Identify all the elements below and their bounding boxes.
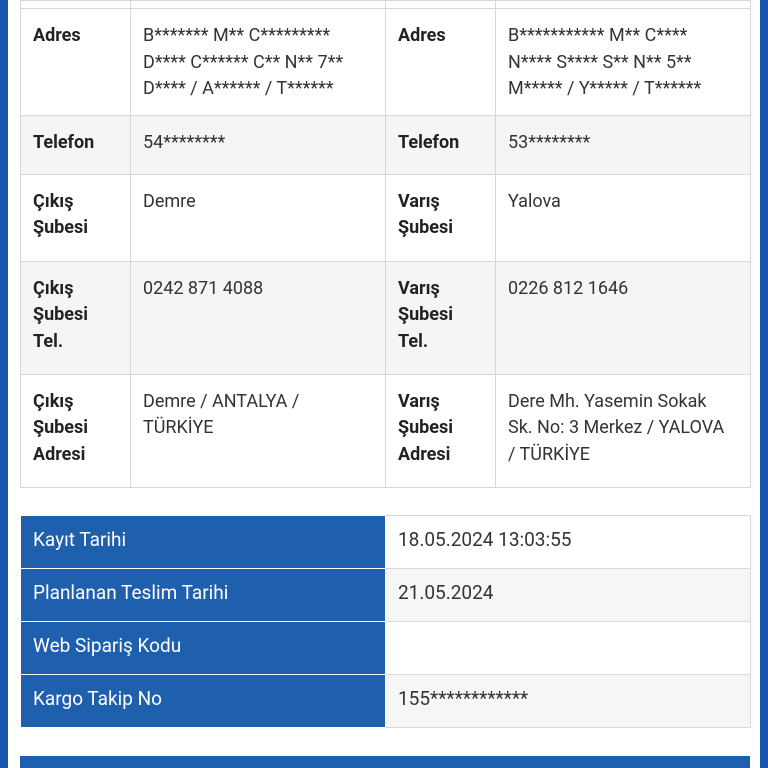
receiver-phone-value: 53********	[496, 115, 751, 174]
sender-branch-tel-label: Çıkış Şubesi Tel.	[21, 261, 131, 374]
sender-receiver-table	[20, 0, 751, 488]
receiver-branch-address-value: Dere Mh. Yasemin Sokak Sk. No: 3 Merkez / YALOVA / TÜRKİYE	[496, 374, 751, 487]
receiver-phone-label: Telefon	[386, 115, 496, 174]
sender-branch-address-value: Demre / ANTALYA / TÜRKİYE	[131, 374, 386, 487]
web-order-code-label: Web Sipariş Kodu	[21, 622, 386, 675]
table-row-address	[21, 9, 751, 116]
registration-date-value: 18.05.2024 13:03:55	[386, 516, 751, 569]
receiver-branch-tel-label: Varış Şubesi Tel.	[386, 261, 496, 374]
planned-delivery-date-label: Planlanan Teslim Tarihi	[21, 569, 386, 622]
receiver-branch-value: Yalova	[496, 174, 751, 261]
sender-branch-value: Demre	[131, 174, 386, 261]
receiver-branch-address-label: Varış Şubesi Adresi	[386, 374, 496, 487]
sender-branch-address-label: Çıkış Şubesi Adresi	[21, 374, 131, 487]
shipment-info-table	[20, 515, 751, 728]
tracking-number-value: 155************	[386, 675, 751, 728]
planned-delivery-date-value: 21.05.2024	[386, 569, 751, 622]
receiver-address-value: B*********** M** C**** N**** S**** S** N** 5** M***** / Y***** / T******	[496, 9, 751, 116]
receiver-branch-tel-value[interactable]: 0226 812 1646	[496, 261, 751, 374]
web-order-code-value	[386, 622, 751, 675]
sender-address-value: B******* M** C********* D**** C****** C** N** 7** D**** / A****** / T******	[131, 9, 386, 116]
table-row	[21, 675, 751, 728]
registration-date-label: Kayıt Tarihi	[21, 516, 386, 569]
sender-branch-label: Çıkış Şubesi	[21, 174, 131, 261]
receiver-branch-label: Varış Şubesi	[386, 174, 496, 261]
sender-address-label: Adres	[21, 9, 131, 116]
table-row-branch-tel	[21, 261, 751, 374]
receiver-address-label: Adres	[386, 9, 496, 116]
table-row-phone	[21, 115, 751, 174]
sender-branch-tel-value[interactable]: 0242 871 4088	[131, 261, 386, 374]
table-row	[21, 516, 751, 569]
tracking-number-label: Kargo Takip No	[21, 675, 386, 728]
table-row-branch-address	[21, 374, 751, 487]
page-frame	[8, 0, 760, 768]
sender-phone-label: Telefon	[21, 115, 131, 174]
sender-phone-value: 54********	[131, 115, 386, 174]
table-row	[21, 622, 751, 675]
table-row-top-stub	[21, 1, 751, 9]
next-section-header	[20, 756, 750, 768]
table-row	[21, 569, 751, 622]
table-row-branch	[21, 174, 751, 261]
